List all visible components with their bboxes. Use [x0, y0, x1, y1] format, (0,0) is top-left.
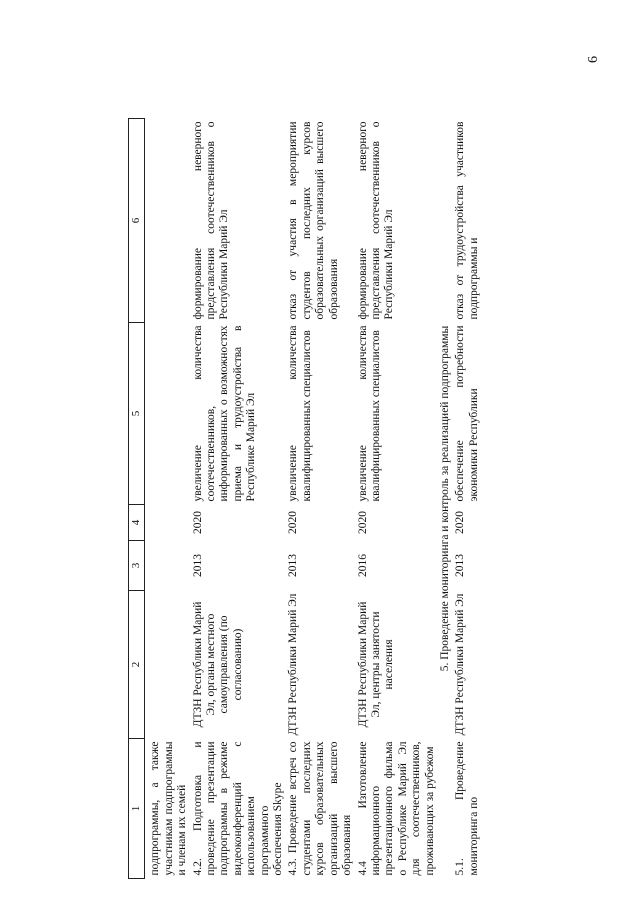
- table-header-row: [129, 119, 145, 879]
- measure-cell: 4.2. Подготовка и проведение презентации подпрограммы в режиме видеоконференций с использованием программного обеспечения Skype: [191, 741, 285, 876]
- start-year-cell: 2013: [191, 554, 204, 577]
- measure-cell: 4.3. Проведение встреч со студентами последних курсов образовательных организаций высшего образования: [287, 741, 354, 876]
- result-cell: увеличение количества квалифицированных специалистов: [287, 325, 313, 502]
- table-row: [286, 119, 355, 879]
- result-cell: обеспечение потребности экономики Республики: [454, 325, 480, 502]
- executor-cell: ДТЗН Республики Марий Эл, органы местного самоуправления (по согласованию): [191, 601, 244, 728]
- section-title: 5. Проведение мониторинга и контроль за реализацией подпрограммы: [438, 325, 451, 672]
- end-year-cell: 2020: [287, 511, 300, 534]
- start-year-cell: 2013: [287, 554, 300, 577]
- end-year-cell: 2020: [191, 511, 204, 534]
- start-year-cell: 2013: [454, 554, 467, 577]
- measure-cell: 4.4 Изготовление информационного презентационного фильма о Республике Марий Эл для соотечественников, проживающих за рубежом: [356, 741, 436, 876]
- section-row: [438, 119, 453, 879]
- risk-cell: отказ от участия в мероприятии студентов последних курсов образовательных организаций высшего образования: [287, 121, 340, 320]
- continuation-row: [145, 119, 191, 879]
- end-year-cell: 2020: [356, 511, 369, 534]
- page-number: 6: [586, 56, 601, 63]
- column-header: 4: [129, 505, 145, 541]
- risk-cell: формирование неверного представления соотечественников о Республики Марий Эл: [191, 121, 231, 320]
- end-year-cell: 2020: [454, 511, 467, 534]
- column-header: 2: [129, 591, 145, 739]
- table-row: [191, 119, 287, 879]
- column-header: 3: [129, 541, 145, 591]
- risk-cell: формирование неверного представления соотечественников о Республики Марий Эл: [356, 121, 396, 320]
- executor-cell: ДТЗН Республики Марий Эл: [454, 593, 467, 736]
- program-measures-table: [128, 118, 482, 879]
- risk-cell: отказ от трудоустройства участников подпрограммы и: [454, 121, 480, 320]
- continuation-text: подпрограммы, а также участникам подпрограммы и членам их семей: [149, 741, 189, 876]
- column-header: 1: [129, 739, 145, 879]
- result-cell: увеличение количества соотечественников, информированных о возможностях приема и трудоустройства в Республике Марий Эл: [191, 325, 258, 502]
- table-row: [453, 119, 482, 879]
- result-cell: увеличение количества квалифицированных специалистов: [356, 325, 382, 502]
- column-header: 5: [129, 323, 145, 505]
- table-row: [356, 119, 438, 879]
- executor-cell: ДТЗН Республики Марий Эл: [287, 593, 300, 736]
- executor-cell: ДТЗН Республики Марий Эл, центры занятости населения: [356, 601, 396, 728]
- start-year-cell: 2016: [356, 554, 369, 577]
- column-header: 6: [129, 119, 145, 323]
- measure-cell: 5.1. Проведение мониторинга по: [454, 741, 480, 876]
